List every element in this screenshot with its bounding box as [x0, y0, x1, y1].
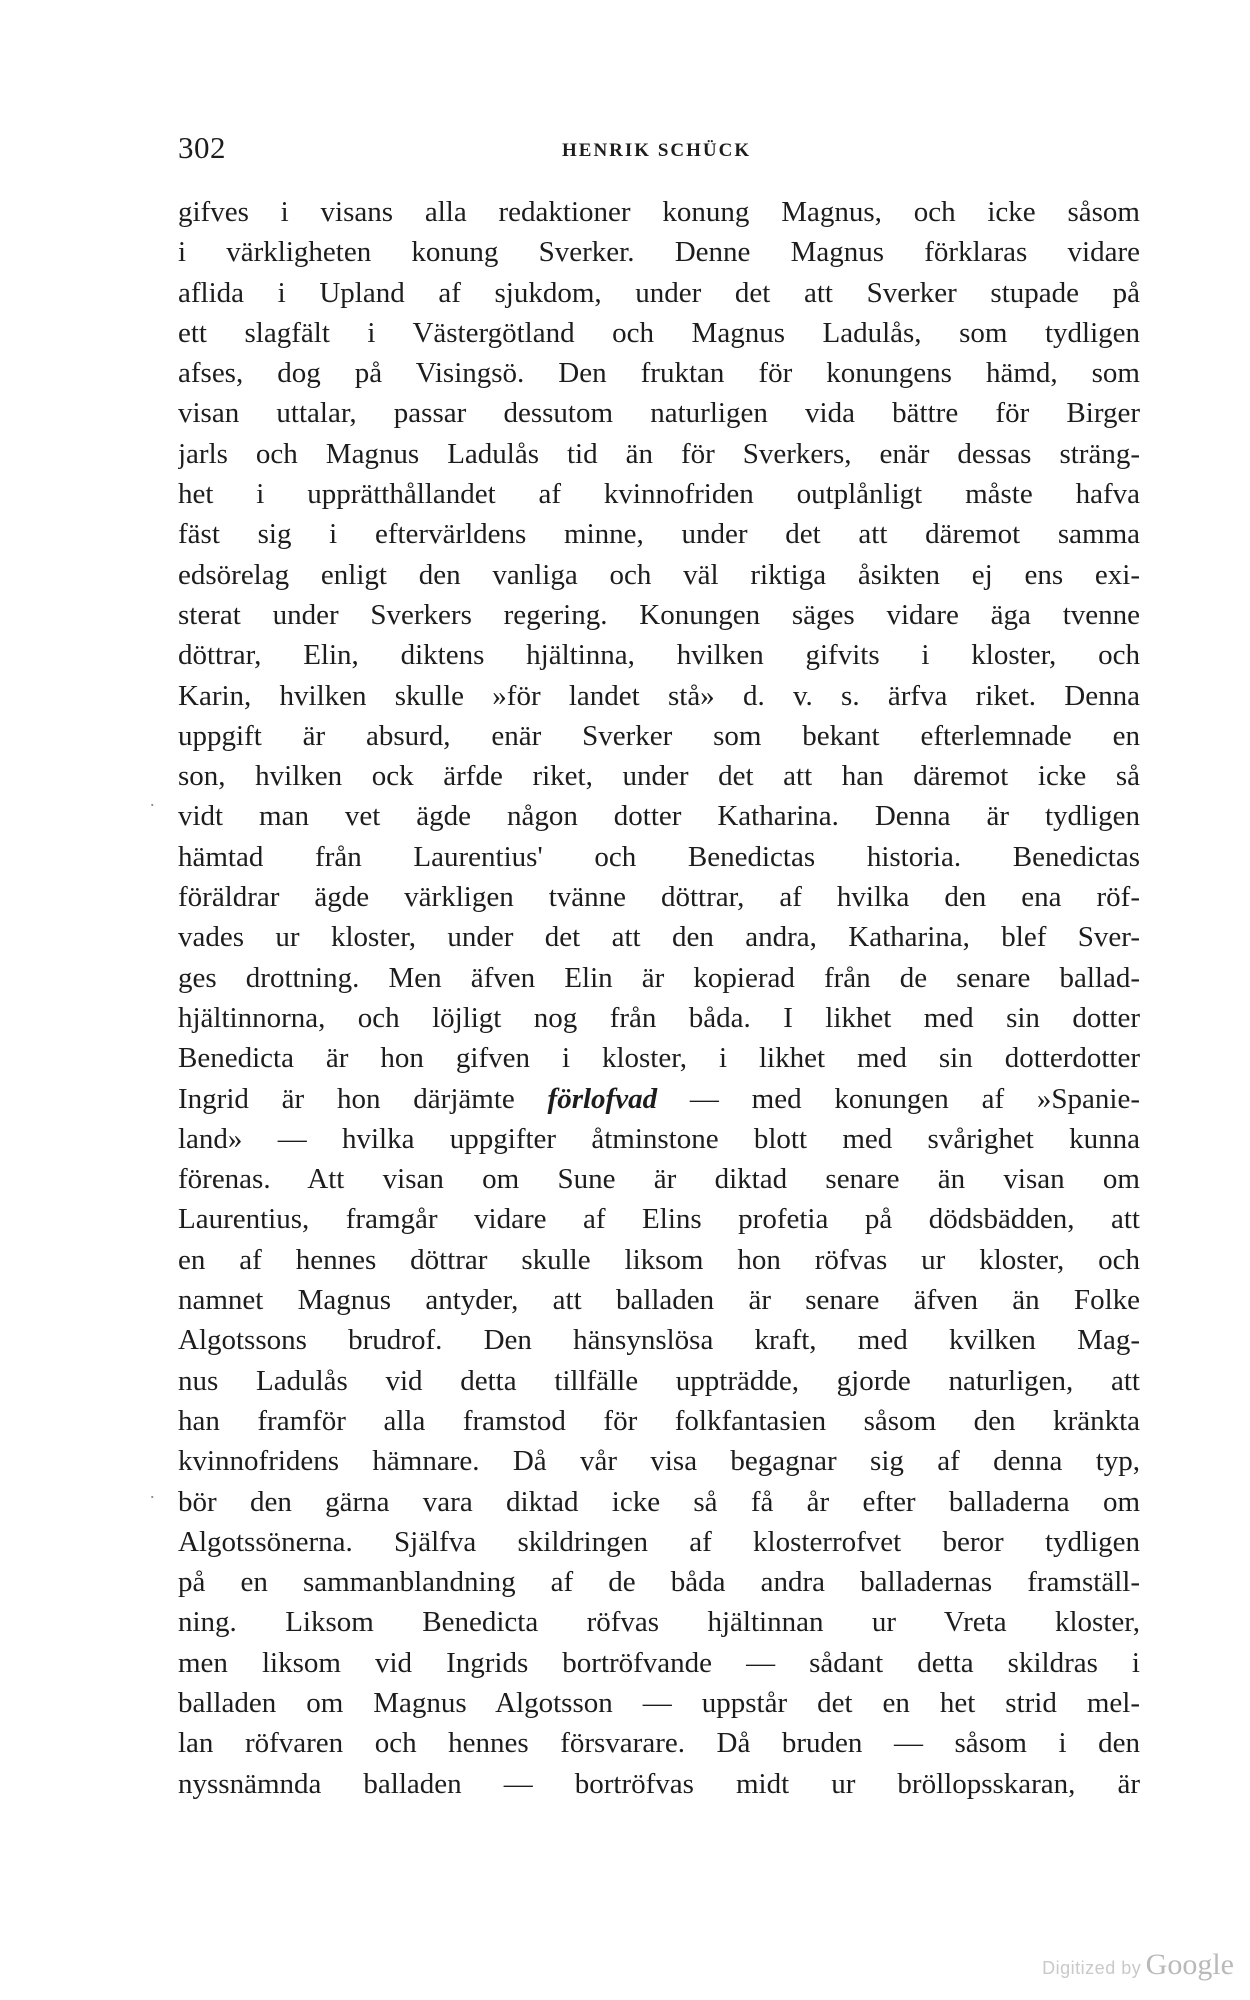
emphasized-word: förlofvad — [547, 1082, 658, 1115]
text-line: Benedicta är hon gifven i kloster, i likhet med sin dotterdotter — [178, 1042, 1140, 1075]
text-line: lan röfvaren och hennes försvarare. Då bruden — såsom i den — [178, 1727, 1140, 1760]
text-line: en af hennes döttrar skulle liksom hon röfvas ur kloster, och — [178, 1243, 1140, 1276]
text-line: han framför alla framstod för folkfantasien såsom den kränkta — [178, 1404, 1140, 1437]
text-segment: Ingrid är hon därjämte — [178, 1082, 548, 1115]
text-line: förenas. Att visan om Sune är diktad senare än visan om — [178, 1163, 1140, 1196]
text-line: Algotssons brudrof. Den hänsynslösa kraft, med kvilken Mag- — [178, 1324, 1140, 1357]
margin-speck: . — [150, 1482, 155, 1502]
text-line: balladen om Magnus Algotsson — uppstår det en het strid mel- — [178, 1686, 1140, 1719]
text-line: Algotssönerna. Själfva skildringen af klosterrofvet beror tydligen — [178, 1525, 1140, 1558]
text-line: döttrar, Elin, diktens hjältinna, hvilken gifvits i kloster, och — [178, 639, 1140, 672]
text-line: gifves i visans alla redaktioner konung Magnus, och icke såsom — [178, 196, 1140, 228]
text-line: ges drottning. Men äfven Elin är kopierad från de senare ballad- — [178, 961, 1140, 994]
text-line: nyssnämnda balladen — bortröfvas midt ur bröllopsskaran, är — [178, 1767, 1140, 1800]
text-line: edsörelag enligt den vanliga och väl riktiga åsikten ej ens exi- — [178, 558, 1140, 591]
text-line — [178, 1079, 1140, 1119]
text-line: uppgift är absurd, enär Sverker som bekant efterlemnade en — [178, 719, 1140, 752]
watermark-caption: Digitized by — [1042, 1958, 1142, 1978]
text-line: fäst sig i eftervärldens minne, under det att däremot samma — [178, 518, 1140, 551]
text-line: Karin, hvilken skulle »för landet stå» d. v. s. ärfva riket. Denna — [178, 679, 1140, 712]
text-line: ett slagfält i Västergötland och Magnus Ladulås, som tydligen — [178, 316, 1140, 349]
text-line: jarls och Magnus Ladulås tid än för Sverkers, enär dessas sträng- — [178, 437, 1140, 470]
text-line: hämtad från Laurentius' och Benedictas historia. Benedictas — [178, 840, 1140, 873]
text-line: på en sammanblandning af de båda andra balladernas framställ- — [178, 1566, 1140, 1599]
text-line: son, hvilken ock ärfde riket, under det att han däremot icke så — [178, 760, 1140, 793]
digitization-watermark — [1042, 1948, 1234, 1982]
text-line: i värkligheten konung Sverker. Denne Magnus förklaras vidare — [178, 236, 1140, 269]
text-line: ning. Liksom Benedicta röfvas hjältinnan ur Vreta kloster, — [178, 1606, 1140, 1639]
text-line: Laurentius, framgår vidare af Elins profetia på dödsbädden, att — [178, 1203, 1140, 1236]
text-line: sterat under Sverkers regering. Konungen säges vidare äga tvenne — [178, 598, 1140, 631]
text-line: föräldrar ägde värkligen tvänne döttrar, af hvilka den ena röf- — [178, 881, 1140, 914]
text-segment: — med konungen af »Spanie- — [657, 1082, 1140, 1115]
running-title: HENRIK SCHÜCK — [562, 140, 752, 161]
margin-speck: . — [150, 790, 155, 810]
page-number: 302 — [178, 130, 226, 165]
body-text — [178, 192, 1140, 1804]
text-line: nus Ladulås vid detta tillfälle uppträdde, gjorde naturligen, att — [178, 1364, 1140, 1397]
google-logo: Google — [1145, 1948, 1234, 1981]
text-line: namnet Magnus antyder, att balladen är senare äfven än Folke — [178, 1284, 1140, 1317]
running-head — [178, 130, 1140, 174]
text-line: vidt man vet ägde någon dotter Katharina. Denna är tydligen — [178, 800, 1140, 833]
text-line: bör den gärna vara diktad icke så få år efter balladerna om — [178, 1485, 1140, 1518]
text-line: hjältinnorna, och löjligt nog från båda. I likhet med sin dotter — [178, 1001, 1140, 1034]
text-line: het i upprätthållandet af kvinnofriden outplånligt måste hafva — [178, 478, 1140, 511]
text-line: kvinnofridens hämnare. Då vår visa begagnar sig af denna typ, — [178, 1445, 1140, 1478]
text-line: afses, dog på Visingsö. Den fruktan för konungens hämd, som — [178, 357, 1140, 390]
text-line: men liksom vid Ingrids bortröfvande — sådant detta skildras i — [178, 1646, 1140, 1679]
text-line: vades ur kloster, under det att den andra, Katharina, blef Sver- — [178, 921, 1140, 954]
text-line: aflida i Upland af sjukdom, under det att Sverker stupade på — [178, 276, 1140, 309]
text-line: land» — hvilka uppgifter åtminstone blott med svårighet kunna — [178, 1122, 1140, 1155]
text-line: visan uttalar, passar dessutom naturligen vida bättre för Birger — [178, 397, 1140, 430]
